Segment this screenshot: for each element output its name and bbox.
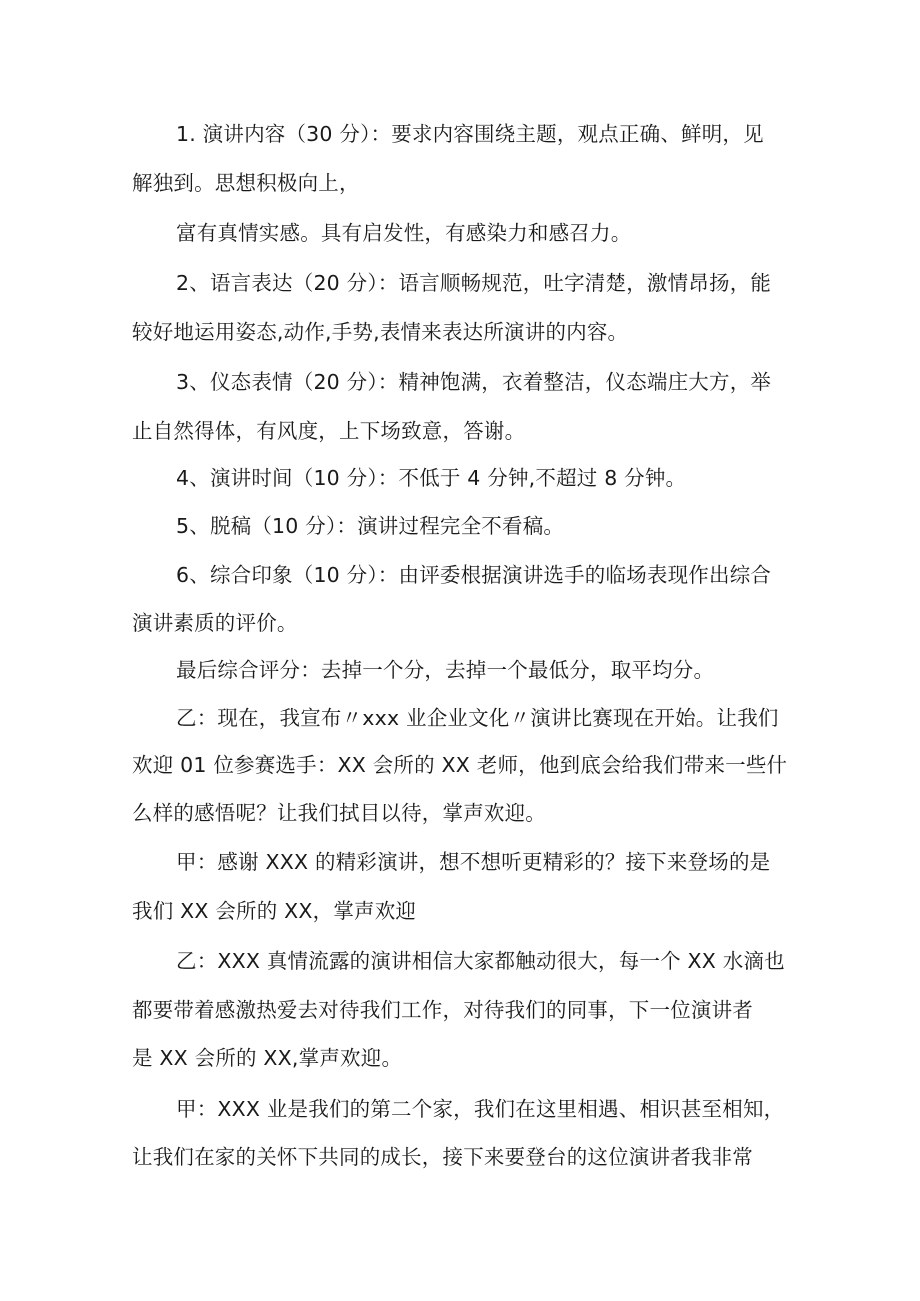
criteria-3-line-1: 3、仪态表情（20 分）：精神饱满，衣着整洁，仪态端庄大方，举 — [176, 370, 772, 394]
criteria-4-line: 4、演讲时间（10 分）：不低于 4 分钟,不超过 8 分钟。 — [176, 466, 687, 490]
speaker-yi-1-line-1: 乙：现在，我宣布〃xxx 业企业文化〃演讲比赛现在开始。让我们 — [176, 706, 779, 730]
criteria-5-line: 5、脱稿（10 分）：演讲过程完全不看稿。 — [176, 514, 565, 538]
criteria-6-line-1: 6、综合印象（10 分）：由评委根据演讲选手的临场表现作出综合 — [176, 563, 772, 587]
speaker-yi-1-line-3: 么样的感悟呢？让我们拭目以待，掌声欢迎。 — [132, 801, 546, 825]
criteria-2-line-2: 较好地运用姿态,动作,手势,表情来表达所演讲的内容。 — [132, 320, 629, 344]
criteria-1-line-2: 解独到。思想积极向上， — [132, 171, 360, 195]
speaker-yi-2-line-2: 都要带着感激热爱去对待我们工作，对待我们的同事，下一位演讲者 — [132, 998, 753, 1022]
speaker-jia-2-line-2: 让我们在家的关怀下共同的成长，接下来要登台的这位演讲者我非常 — [132, 1145, 753, 1169]
criteria-3-line-2: 止自然得体，有风度，上下场致意，答谢。 — [132, 419, 526, 443]
speaker-yi-1-line-2: 欢迎 01 位参赛选手：XX 会所的 XX 老师，他到底会给我们带来一些什 — [132, 753, 788, 777]
speaker-jia-2-line-1: 甲：XXX 业是我们的第二个家，我们在这里相遇、相识甚至相知， — [176, 1097, 785, 1121]
final-score-line: 最后综合评分：去掉一个分，去掉一个最低分，取平均分。 — [176, 658, 715, 682]
speaker-yi-2-line-3: 是 XX 会所的 XX,掌声欢迎。 — [132, 1046, 403, 1070]
speaker-jia-1-line-1: 甲：感谢 XXX 的精彩演讲，想不想听更精彩的？接下来登场的是 — [176, 850, 771, 874]
criteria-1-line-1: 1. 演讲内容（30 分）：要求内容围绕主题，观点正确、鲜明，见 — [176, 122, 764, 146]
criteria-1-line-3: 富有真情实感。具有启发性，有感染力和感召力。 — [176, 221, 632, 245]
speaker-yi-2-line-1: 乙：XXX 真情流露的演讲相信大家都触动很大，每一个 XX 水滴也 — [176, 949, 785, 973]
criteria-6-line-2: 演讲素质的评价。 — [132, 611, 298, 635]
speaker-jia-1-line-2: 我们 XX 会所的 XX，掌声欢迎 — [132, 899, 417, 923]
criteria-2-line-1: 2、语言表达（20 分）：语言顺畅规范，吐字清楚，激情昂扬，能 — [176, 271, 772, 295]
